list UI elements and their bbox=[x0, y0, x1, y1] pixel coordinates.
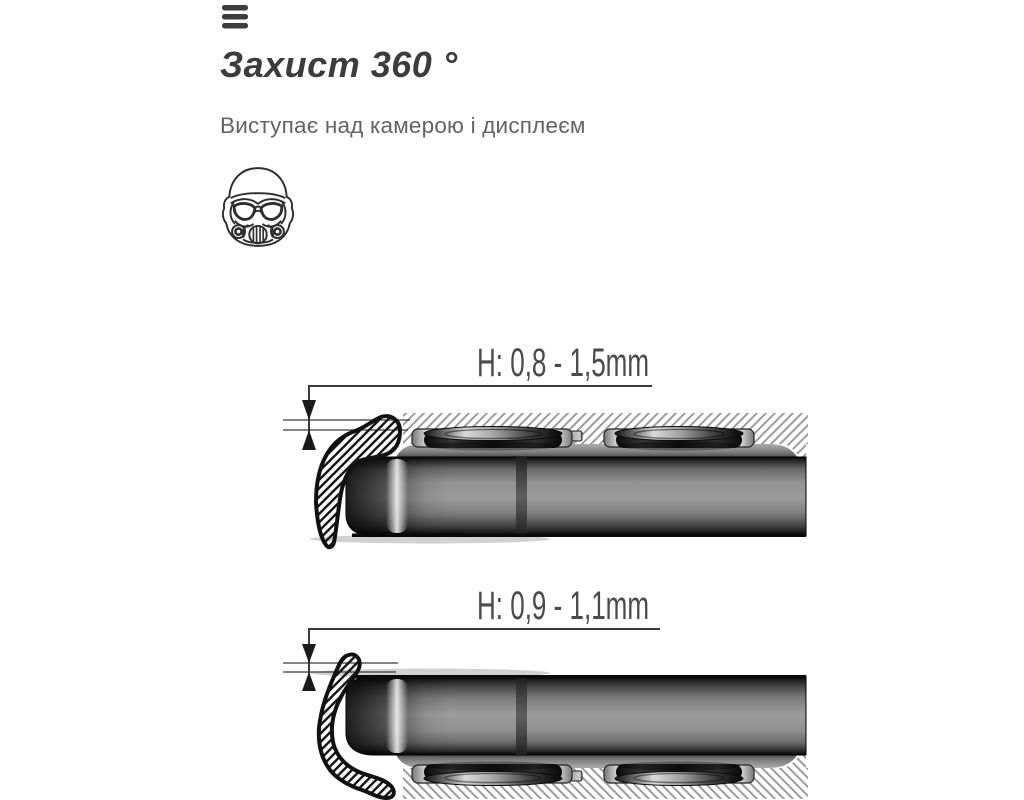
height-label-camera: H: 0,8 - 1,5mm bbox=[477, 341, 649, 385]
page-title: Захист 360 ° bbox=[220, 44, 458, 85]
diagram-camera-side bbox=[283, 341, 808, 547]
height-label-display: H: 0,9 - 1,1mm bbox=[477, 584, 649, 628]
diagram-display-side bbox=[283, 584, 808, 799]
page-subtitle: Виступає над камерою і дисплеєм bbox=[220, 113, 586, 138]
